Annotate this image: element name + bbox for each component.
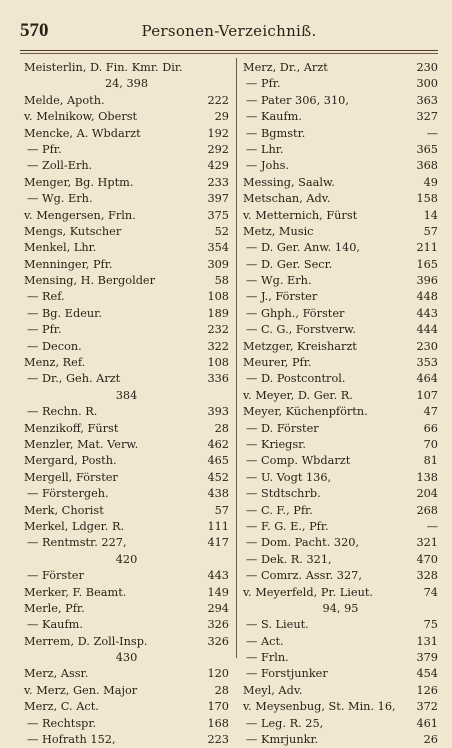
repeat-dash: —	[27, 142, 39, 156]
entry-name: Meurer, Pfr.	[243, 356, 312, 370]
entry-name: Merz, C. Act.	[24, 700, 99, 714]
register-entry	[24, 126, 229, 142]
register-entry	[24, 355, 229, 371]
entry-pages: 353	[416, 356, 438, 370]
repeat-dash: —	[246, 716, 258, 730]
entry-name: Meyl, Adv.	[243, 683, 303, 697]
entry-pages: 58	[214, 274, 229, 288]
entry-pages: 81	[423, 454, 438, 468]
register-entry	[24, 617, 229, 633]
repeat-dash: —	[246, 142, 258, 156]
page-title: Personen-Verzeichniß.	[141, 22, 317, 40]
entry-pages: 363	[416, 93, 438, 107]
repeat-dash: —	[246, 634, 258, 648]
entry-pages: 336	[207, 372, 229, 386]
entry-name: Mengs, Kutscher	[24, 224, 122, 238]
entry-continuation: 24, 398	[104, 77, 149, 91]
repeat-dash: —	[246, 569, 258, 583]
register-entry	[243, 666, 438, 682]
entry-pages: 232	[207, 323, 229, 337]
entry-pages: 354	[207, 241, 229, 255]
repeat-dash: —	[246, 306, 258, 320]
repeat-dash: —	[246, 437, 258, 451]
entry-name: Förster	[42, 569, 84, 583]
entry-pages: 204	[416, 487, 438, 501]
entry-name: Mencke, A. Wbdarzt	[24, 126, 141, 140]
entry-name: D. Ger. Secr.	[261, 257, 333, 271]
entry-pages: 211	[416, 241, 438, 255]
left-column	[24, 60, 229, 748]
repeat-dash: —	[27, 733, 39, 747]
register-entry	[24, 519, 229, 535]
entry-pages: 52	[214, 224, 229, 238]
entry-pages: 170	[207, 700, 229, 714]
repeat-dash: —	[246, 733, 258, 747]
register-entry	[243, 568, 438, 584]
entry-pages: 300	[416, 77, 438, 91]
entry-name: v. Mengersen, Frln.	[24, 208, 136, 222]
repeat-dash: —	[27, 306, 39, 320]
entry-name: Menz, Ref.	[24, 356, 86, 370]
register-entry	[243, 388, 438, 404]
register-entry	[243, 404, 438, 420]
register-entry	[24, 158, 229, 174]
register-entry	[243, 257, 438, 273]
repeat-dash: —	[27, 290, 39, 304]
entry-pages: 49	[423, 175, 438, 189]
repeat-dash: —	[27, 323, 39, 337]
entry-name: Rentmstr. 227,	[42, 536, 127, 550]
column-divider	[236, 58, 237, 658]
repeat-dash: —	[246, 487, 258, 501]
entry-pages: 438	[207, 487, 229, 501]
register-entry	[24, 503, 229, 519]
entry-pages: 444	[416, 323, 438, 337]
entry-pages: 168	[207, 716, 229, 730]
entry-pages: 268	[416, 503, 438, 517]
entry-pages: 365	[416, 142, 438, 156]
entry-pages: 327	[416, 110, 438, 124]
register-entry	[24, 716, 229, 732]
repeat-dash: —	[27, 339, 39, 353]
register-entry	[243, 224, 438, 240]
entry-name: Pfr.	[42, 323, 62, 337]
register-entry	[243, 683, 438, 699]
header-rule	[20, 50, 438, 51]
entry-pages: 66	[423, 421, 438, 435]
entry-name: D. Ger. Anw. 140,	[261, 241, 360, 255]
entry-name: Menzler, Mat. Verw.	[24, 437, 139, 451]
repeat-dash: —	[246, 323, 258, 337]
entry-name: Rechn. R.	[42, 405, 98, 419]
register-entry	[243, 371, 438, 387]
entry-name: Bg. Edeur.	[42, 306, 102, 320]
entry-name: Menkel, Lhr.	[24, 241, 97, 255]
entry-continuation: 430	[115, 651, 138, 665]
entry-name: D. Postcontrol.	[261, 372, 346, 386]
entry-pages: 230	[416, 61, 438, 74]
entry-pages: 57	[214, 503, 229, 517]
repeat-dash: —	[246, 552, 258, 566]
entry-name: Kriegsr.	[261, 437, 306, 451]
register-entry	[243, 273, 438, 289]
entry-pages: 464	[416, 372, 438, 386]
entry-pages: 131	[416, 634, 438, 648]
register-entry	[243, 503, 438, 519]
entry-pages: 454	[416, 667, 438, 681]
entry-name: v. Metternich, Fürst	[243, 208, 358, 222]
entry-name: Kaufm.	[42, 618, 83, 632]
entry-name: S. Lieut.	[261, 618, 309, 632]
entry-pages: 429	[207, 159, 229, 173]
register-entry	[243, 470, 438, 486]
entry-pages: 165	[416, 257, 438, 271]
entry-name: Kaufm.	[261, 110, 302, 124]
repeat-dash: —	[246, 241, 258, 255]
entry-name: Decon.	[42, 339, 82, 353]
entry-name: Mergell, Förster	[24, 470, 118, 484]
entry-name: Dr., Geh. Arzt	[42, 372, 121, 386]
entry-pages: 461	[416, 716, 438, 730]
repeat-dash: —	[246, 93, 258, 107]
entry-pages: 126	[416, 683, 438, 697]
register-entry	[243, 535, 438, 551]
repeat-dash: —	[246, 470, 258, 484]
entry-name: U. Vogt 136,	[261, 470, 332, 484]
entry-name: Merkel, Ldger. R.	[24, 519, 125, 533]
entry-name: J., Förster	[261, 290, 318, 304]
entry-name: Förstergeh.	[42, 487, 109, 501]
entry-name: Bgmstr.	[261, 126, 306, 140]
entry-name: Comp. Wbdarzt	[261, 454, 351, 468]
entry-name: Forstjunker	[261, 667, 328, 681]
register-entry	[243, 191, 438, 207]
repeat-dash: —	[246, 110, 258, 124]
register-entry	[24, 257, 229, 273]
entry-pages: 108	[207, 290, 229, 304]
entry-pages: 120	[207, 667, 229, 681]
entry-name: D. Förster	[261, 421, 319, 435]
repeat-dash: —	[246, 421, 258, 435]
entry-name: v. Merz, Gen. Major	[24, 683, 138, 697]
register-entry	[243, 453, 438, 469]
register-entry	[24, 585, 229, 601]
entry-continuation: 384	[115, 388, 138, 402]
entry-name: C. G., Forstverw.	[261, 323, 356, 337]
entry-name: v. Meyer, D. Ger. R.	[243, 388, 353, 402]
register-entry	[24, 240, 229, 256]
entry-name: Ref.	[42, 290, 65, 304]
entry-name: Metz, Music	[243, 224, 314, 238]
entry-pages: 158	[416, 192, 438, 206]
entry-name: Merz, Dr., Arzt	[243, 61, 328, 74]
repeat-dash: —	[246, 257, 258, 271]
entry-name: Dom. Pacht. 320,	[261, 536, 360, 550]
entry-pages: 26	[423, 733, 438, 747]
entry-pages: 470	[416, 552, 438, 566]
register-entry	[243, 142, 438, 158]
entry-name: Comrz. Assr. 327,	[261, 569, 362, 583]
register-entry	[243, 519, 438, 535]
register-entry	[243, 732, 438, 748]
entry-pages: 223	[207, 733, 229, 747]
register-entry	[24, 322, 229, 338]
entry-name: Merle, Pfr.	[24, 601, 85, 615]
entry-pages: —	[426, 519, 438, 533]
entry-name: v. Meyerfeld, Pr. Lieut.	[243, 585, 373, 599]
entry-name: Johs.	[261, 159, 289, 173]
entry-name: Stdtschrb.	[261, 487, 321, 501]
register-entry	[243, 355, 438, 371]
entry-pages: 368	[416, 159, 438, 173]
entry-pages: 326	[207, 634, 229, 648]
register-entry	[24, 486, 229, 502]
entry-pages: 417	[207, 536, 229, 550]
repeat-dash: —	[246, 503, 258, 517]
entry-name: Pfr.	[42, 142, 62, 156]
repeat-dash: —	[246, 77, 258, 91]
repeat-dash: —	[246, 618, 258, 632]
entry-pages: 74	[423, 585, 438, 599]
repeat-dash: —	[246, 159, 258, 173]
header-rule-thin	[20, 53, 438, 54]
entry-pages: 326	[207, 618, 229, 632]
repeat-dash: —	[27, 372, 39, 386]
entry-pages: 108	[207, 356, 229, 370]
repeat-dash: —	[246, 519, 258, 533]
repeat-dash: —	[246, 290, 258, 304]
register-entry	[243, 634, 438, 650]
entry-name: Menzikoff, Fürst	[24, 421, 119, 435]
register-entry	[24, 273, 229, 289]
entry-continuation: 420	[115, 552, 138, 566]
entry-pages: 465	[207, 454, 229, 468]
register-entry	[243, 306, 438, 322]
entry-name: Merz, Assr.	[24, 667, 89, 681]
entry-name: Leg. R. 25,	[261, 716, 324, 730]
register-entry	[243, 552, 438, 568]
entry-pages: 452	[207, 470, 229, 484]
entry-pages: 396	[416, 274, 438, 288]
repeat-dash: —	[27, 487, 39, 501]
register-entry	[24, 404, 229, 420]
entry-name: Meisterlin, D. Fin. Kmr. Dir.	[24, 61, 183, 74]
entry-pages: 70	[423, 437, 438, 451]
register-entry	[243, 699, 438, 715]
entry-pages: 138	[416, 470, 438, 484]
entry-name: Hofrath 152,	[42, 733, 116, 747]
register-entry	[24, 601, 229, 617]
entry-pages: —	[426, 126, 438, 140]
entry-name: Wg. Erh.	[42, 192, 93, 206]
repeat-dash: —	[27, 405, 39, 419]
register-entry	[243, 240, 438, 256]
register-entry	[24, 535, 229, 551]
entry-name: Wg. Erh.	[261, 274, 312, 288]
entry-name: Pater 306, 310,	[261, 93, 349, 107]
entry-pages: 321	[416, 536, 438, 550]
entry-pages: 379	[416, 651, 438, 665]
entry-name: v. Meysenbug, St. Min. 16,	[243, 700, 396, 714]
repeat-dash: —	[27, 618, 39, 632]
entry-name: C. F., Pfr.	[261, 503, 313, 517]
entry-pages: 393	[207, 405, 229, 419]
entry-name: Lhr.	[261, 142, 284, 156]
page-header	[20, 20, 438, 46]
entry-continuation: 94, 95	[322, 601, 359, 615]
repeat-dash: —	[246, 667, 258, 681]
register-entry	[24, 470, 229, 486]
page-number: 570	[20, 20, 49, 41]
repeat-dash: —	[246, 372, 258, 386]
repeat-dash: —	[27, 159, 39, 173]
register-entry	[243, 437, 438, 453]
register-entry	[243, 158, 438, 174]
entry-name: Metschan, Adv.	[243, 192, 331, 206]
register-entry	[243, 617, 438, 633]
register-entry	[24, 421, 229, 437]
register-entry	[243, 421, 438, 437]
entry-pages: 149	[207, 585, 229, 599]
entry-name: Messing, Saalw.	[243, 175, 335, 189]
register-entry	[24, 453, 229, 469]
repeat-dash: —	[246, 126, 258, 140]
entry-pages: 292	[207, 142, 229, 156]
register-entry	[243, 109, 438, 125]
entry-pages: 111	[207, 519, 229, 533]
entry-name: Mensing, H. Bergolder	[24, 274, 156, 288]
repeat-dash: —	[27, 569, 39, 583]
register-entry	[24, 683, 229, 699]
register-entry	[243, 322, 438, 338]
entry-name: Menninger, Pfr.	[24, 257, 113, 271]
entry-name: Merker, F. Beamt.	[24, 585, 127, 599]
entry-name: Zoll-Erh.	[42, 159, 93, 173]
entry-name: Meyer, Küchenpförtn.	[243, 405, 368, 419]
entry-name: Menger, Bg. Hptm.	[24, 175, 134, 189]
register-entry	[243, 208, 438, 224]
register-entry	[24, 634, 229, 650]
repeat-dash: —	[27, 716, 39, 730]
register-entry	[243, 339, 438, 355]
entry-name: Merk, Chorist	[24, 503, 104, 517]
register-entry	[24, 666, 229, 682]
register-entry	[24, 208, 229, 224]
entry-pages: 75	[423, 618, 438, 632]
register-entry	[24, 732, 229, 748]
register-entry	[24, 371, 229, 387]
entry-pages: 462	[207, 437, 229, 451]
entry-pages: 448	[416, 290, 438, 304]
entry-name: v. Melnikow, Oberst	[24, 110, 138, 124]
register-entry	[24, 568, 229, 584]
register-entry	[243, 585, 438, 601]
entry-name: Merrem, D. Zoll-Insp.	[24, 634, 148, 648]
entry-name: Dek. R. 321,	[261, 552, 332, 566]
entry-pages: 309	[207, 257, 229, 271]
register-entry	[24, 175, 229, 191]
entry-pages: 230	[416, 339, 438, 353]
right-column	[243, 60, 438, 748]
register-entry	[243, 650, 438, 666]
entry-name: Melde, Apoth.	[24, 93, 105, 107]
register-entry	[24, 699, 229, 715]
register-entry	[243, 93, 438, 109]
repeat-dash: —	[27, 192, 39, 206]
register-entry	[24, 224, 229, 240]
entry-pages: 443	[207, 569, 229, 583]
register-entry	[243, 289, 438, 305]
register-entry	[24, 191, 229, 207]
entry-name: Mergard, Posth.	[24, 454, 117, 468]
entry-pages: 294	[207, 601, 229, 615]
entry-pages: 107	[416, 388, 438, 402]
repeat-dash: —	[246, 454, 258, 468]
entry-pages: 233	[207, 175, 229, 189]
entry-pages: 322	[207, 339, 229, 353]
entry-name: Ghph., Förster	[261, 306, 345, 320]
entry-pages: 28	[214, 421, 229, 435]
entry-name: Frln.	[261, 651, 289, 665]
entry-pages: 29	[214, 110, 229, 124]
register-entry	[24, 109, 229, 125]
entry-pages: 192	[207, 126, 229, 140]
entry-name: Act.	[261, 634, 284, 648]
register-entry	[243, 126, 438, 142]
entry-pages: 57	[423, 224, 438, 238]
register-entry	[243, 486, 438, 502]
register-entry	[24, 306, 229, 322]
register-entry	[243, 60, 438, 76]
entry-name: Pfr.	[261, 77, 281, 91]
entry-pages: 14	[423, 208, 438, 222]
register-entry	[24, 60, 229, 76]
repeat-dash: —	[246, 651, 258, 665]
entry-name: Kmrjunkr.	[261, 733, 319, 747]
register-entry	[243, 175, 438, 191]
entry-pages: 443	[416, 306, 438, 320]
repeat-dash: —	[246, 274, 258, 288]
register-entry	[24, 289, 229, 305]
register-entry	[243, 716, 438, 732]
repeat-dash: —	[27, 536, 39, 550]
entry-pages: 28	[214, 683, 229, 697]
register-entry	[24, 437, 229, 453]
entry-pages: 189	[207, 306, 229, 320]
entry-name: F. G. E., Pfr.	[261, 519, 329, 533]
entry-pages: 397	[207, 192, 229, 206]
entry-name: Metzger, Kreisharzt	[243, 339, 357, 353]
entry-pages: 328	[416, 569, 438, 583]
register-entry	[243, 76, 438, 92]
register-entry	[24, 142, 229, 158]
entry-pages: 47	[423, 405, 438, 419]
entry-name: Rechtspr.	[42, 716, 97, 730]
repeat-dash: —	[246, 536, 258, 550]
entry-pages: 375	[207, 208, 229, 222]
register-entry	[24, 339, 229, 355]
entry-pages: 222	[207, 93, 229, 107]
register-entry	[24, 93, 229, 109]
entry-pages: 372	[416, 700, 438, 714]
